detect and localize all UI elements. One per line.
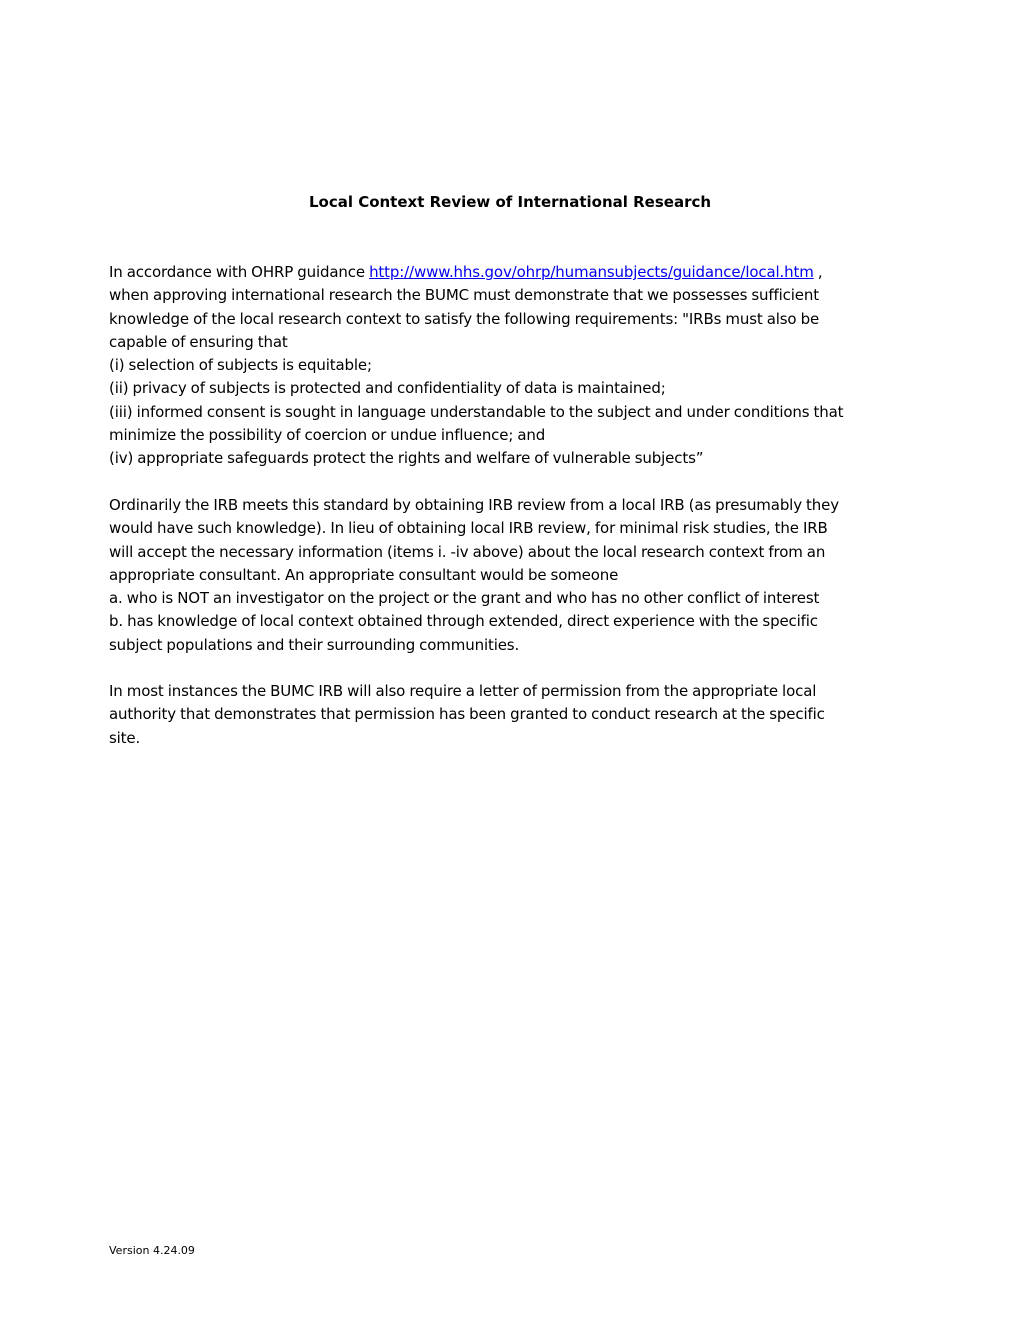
consultant-criterion-a: a. who is NOT an investigator on the project or the grant and who has no other conflict of interest (109, 589, 820, 608)
requirement-item-i: (i) selection of subjects is equitable; (109, 356, 372, 375)
intro-text: In accordance with OHRP guidance (109, 263, 370, 281)
consultant-criterion-b-cont: subject populations and their surrounding communities. (109, 635, 520, 654)
paragraph-ohrp-guidance (109, 261, 909, 471)
paragraph-line: site. (109, 728, 141, 747)
requirement-item-iii: (iii) informed consent is sought in language understandable to the subject and under conditions that (109, 402, 844, 421)
paragraph-line: knowledge of the local research context to satisfy the following requirements: "IRBs must also be (109, 309, 820, 328)
paragraph-line: In most instances the BUMC IRB will also require a letter of permission from the appropriate local (109, 682, 817, 700)
paragraph-line: Ordinarily the IRB meets this standard by obtaining IRB review from a local IRB (as presumably they (109, 496, 839, 514)
paragraph-line (109, 261, 909, 284)
ohrp-guidance-link[interactable]: http://www.hhs.gov/ohrp/humansubjects/guidance/local.htm (369, 263, 814, 281)
paragraph-line: when approving international research the BUMC must demonstrate that we possesses sufficient (109, 286, 819, 305)
requirement-item-iii-cont: minimize the possibility of coercion or undue influence; and (109, 426, 546, 445)
paragraph-consultant (109, 494, 909, 657)
paragraph-line: will accept the necessary information (items i. -iv above) about the local research context from an (109, 542, 826, 561)
paragraph-line: appropriate consultant. An appropriate consultant would be someone (109, 565, 619, 584)
paragraph-permission-letter (109, 680, 909, 750)
requirement-item-iv: (iv) appropriate safeguards protect the rights and welfare of vulnerable subjects” (109, 449, 704, 468)
paragraph-line: authority that demonstrates that permission has been granted to conduct research at the specific (109, 705, 825, 724)
paragraph-line: capable of ensuring that (109, 332, 288, 351)
requirement-item-ii: (ii) privacy of subjects is protected and confidentiality of data is maintained; (109, 379, 666, 398)
footer-version: Version 4.24.09 (109, 1244, 195, 1257)
after-link-text: , (813, 263, 823, 281)
consultant-criterion-b: b. has knowledge of local context obtained through extended, direct experience with the specific (109, 612, 818, 631)
paragraph-line: would have such knowledge). In lieu of obtaining local IRB review, for minimal risk studies, the IRB (109, 519, 828, 538)
page-title: Local Context Review of International Research (308, 193, 712, 211)
